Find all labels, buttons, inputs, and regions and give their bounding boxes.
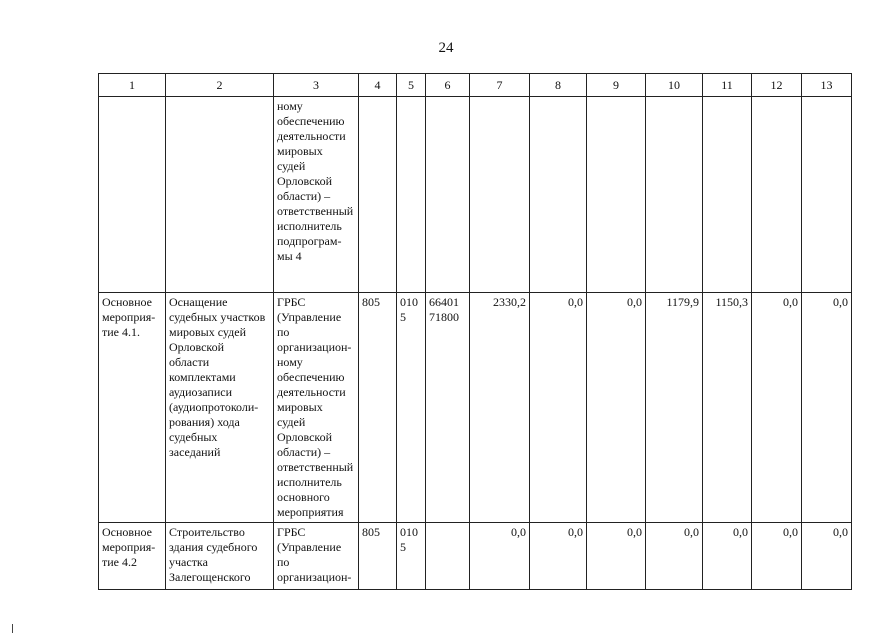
scan-artifact-mark bbox=[12, 624, 13, 633]
value-cell: 0,0 bbox=[470, 523, 530, 590]
value-cell bbox=[802, 97, 852, 293]
value-cell: 0,0 bbox=[752, 293, 802, 523]
section-code-cell: 010 5 bbox=[397, 523, 426, 590]
column-header: 13 bbox=[802, 74, 852, 97]
column-header: 4 bbox=[359, 74, 397, 97]
value-cell bbox=[752, 97, 802, 293]
value-cell: 2330,2 bbox=[470, 293, 530, 523]
target-article-cell: 66401 71800 bbox=[426, 293, 470, 523]
value-cell: 0,0 bbox=[530, 523, 587, 590]
column-header: 9 bbox=[587, 74, 646, 97]
table-row bbox=[99, 523, 852, 590]
value-cell bbox=[530, 97, 587, 293]
target-article-cell bbox=[426, 97, 470, 293]
value-cell: 0,0 bbox=[530, 293, 587, 523]
section-code-cell bbox=[397, 97, 426, 293]
column-header: 12 bbox=[752, 74, 802, 97]
value-cell: 0,0 bbox=[802, 293, 852, 523]
grbs-code-cell bbox=[359, 97, 397, 293]
value-cell bbox=[587, 97, 646, 293]
value-cell: 0,0 bbox=[587, 293, 646, 523]
value-cell: 0,0 bbox=[587, 523, 646, 590]
page-number: 24 bbox=[438, 40, 454, 56]
column-header: 5 bbox=[397, 74, 426, 97]
column-header: 8 bbox=[530, 74, 587, 97]
value-cell bbox=[470, 97, 530, 293]
activity-name-cell: Строительство здания судебного участка Залегощенского bbox=[166, 523, 274, 590]
value-cell: 1179,9 bbox=[646, 293, 703, 523]
column-header: 1 bbox=[99, 74, 166, 97]
section-code-cell: 010 5 bbox=[397, 293, 426, 523]
column-header: 11 bbox=[703, 74, 752, 97]
value-cell bbox=[646, 97, 703, 293]
column-header: 3 bbox=[274, 74, 359, 97]
value-cell bbox=[703, 97, 752, 293]
activity-code-cell: Основное мероприя- тие 4.2 bbox=[99, 523, 166, 590]
activity-name-cell: Оснащение судебных участков мировых судей Орловской области комплектами аудиозаписи (аудиопротоколи- рования) хода судебных заседаний bbox=[166, 293, 274, 523]
grbs-code-cell: 805 bbox=[359, 523, 397, 590]
column-header: 10 bbox=[646, 74, 703, 97]
column-header: 6 bbox=[426, 74, 470, 97]
target-article-cell bbox=[426, 523, 470, 590]
table-row bbox=[99, 293, 852, 523]
responsible-cell: ГРБС (Управление по организацион- ному обеспечению деятельности мировых судей Орловской области) – ответственный исполнитель основного мероприятия bbox=[274, 293, 359, 523]
budget-table bbox=[98, 73, 852, 590]
activity-code-cell bbox=[99, 97, 166, 293]
column-header: 2 bbox=[166, 74, 274, 97]
grbs-code-cell: 805 bbox=[359, 293, 397, 523]
activity-code-cell: Основное мероприя- тие 4.1. bbox=[99, 293, 166, 523]
column-header: 7 bbox=[470, 74, 530, 97]
value-cell: 0,0 bbox=[802, 523, 852, 590]
header-row bbox=[99, 74, 852, 97]
activity-name-cell bbox=[166, 97, 274, 293]
responsible-cell: ному обеспечению деятельности мировых судей Орловской области) – ответственный исполнитель подпрограм- мы 4 bbox=[274, 97, 359, 293]
value-cell: 1150,3 bbox=[703, 293, 752, 523]
responsible-cell: ГРБС (Управление по организацион- bbox=[274, 523, 359, 590]
value-cell: 0,0 bbox=[646, 523, 703, 590]
value-cell: 0,0 bbox=[752, 523, 802, 590]
table-row bbox=[99, 97, 852, 293]
value-cell: 0,0 bbox=[703, 523, 752, 590]
